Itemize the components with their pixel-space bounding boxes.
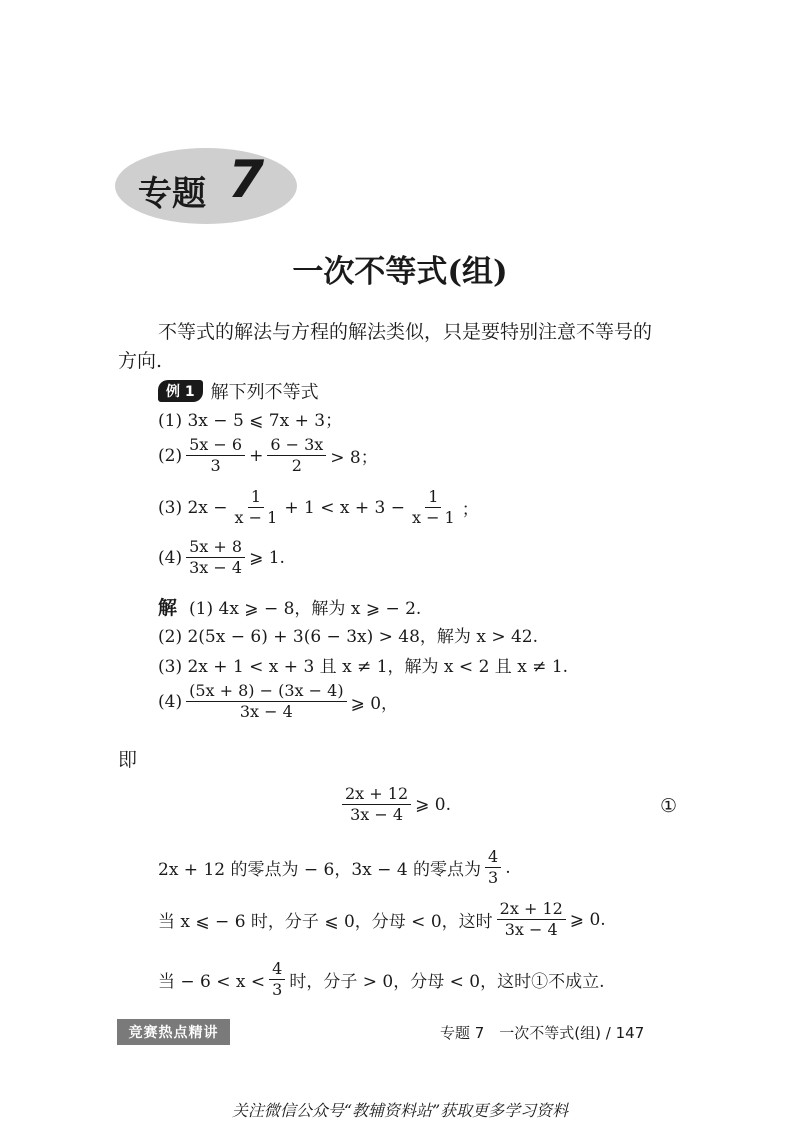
solution-4-fraction [186, 682, 346, 722]
fraction-denominator: 2 [291, 456, 302, 476]
zero-point-fraction [485, 848, 501, 888]
example-heading [158, 378, 319, 404]
key-inequality-tail: ⩾ 0. [415, 794, 452, 815]
fraction-denominator: 3 [272, 980, 283, 1000]
zero-points-text: 2x + 12 的零点为 − 6，3x − 4 的零点为 [158, 860, 482, 881]
problem-3-fraction-1 [232, 488, 281, 528]
solution-1-text: (1) 4x ⩾ − 8，解为 x ⩾ − 2. [189, 599, 422, 619]
case-2-tail: 时，分子 > 0，分母 < 0，这时①不成立. [289, 972, 605, 993]
fraction-denominator: x − 1 [234, 508, 278, 528]
problem-3-tail: ； [461, 500, 479, 521]
fraction-denominator: 3 [210, 456, 221, 476]
problem-2-fraction-1 [186, 436, 245, 476]
problem-2-tail: > 8； [330, 448, 378, 469]
watermark-text: 关注微信公众号“教辅资料站”获取更多学习资料 [231, 1101, 569, 1120]
problem-1: (1) 3x − 5 ⩽ 7x + 3； [158, 411, 343, 431]
key-inequality [338, 785, 451, 825]
topic-number: 7 [228, 150, 265, 210]
solution-label: 解 [158, 597, 178, 619]
case-1-line [158, 900, 606, 940]
topic-label: 专题 [138, 174, 206, 214]
problem-4-label: (4) [158, 547, 183, 568]
solution-4-tail: ⩾ 0， [350, 694, 399, 715]
series-tag: 竞赛热点精讲 [117, 1019, 230, 1045]
fraction-denominator: x − 1 [411, 508, 455, 528]
case-1-text: 当 x ⩽ − 6 时，分子 ⩽ 0，分母 < 0，这时 [158, 912, 493, 933]
fraction-numerator: 6 − 3x [267, 436, 326, 456]
problem-4-tail: ⩾ 1. [249, 547, 285, 568]
fraction-numerator: 5x + 8 [186, 538, 245, 558]
case-1-tail: ⩾ 0. [569, 909, 606, 930]
problem-4 [158, 538, 285, 578]
solution-4 [158, 682, 398, 722]
problem-3-label: (3) 2x − [158, 497, 228, 518]
case-2-fraction [269, 960, 285, 1000]
zero-points-tail: . [505, 857, 511, 878]
fraction-denominator: 3x − 4 [504, 920, 558, 940]
intro-line-2: 方向. [118, 350, 163, 372]
problem-2-label: (2) [158, 445, 183, 466]
problem-3-middle: + 1 < x + 3 − [284, 497, 405, 518]
fraction-numerator: 1 [425, 488, 441, 508]
example-prompt: 解下列不等式 [210, 382, 319, 403]
ji-connector: 即 [118, 749, 138, 771]
fraction-denominator: 3x − 4 [350, 805, 404, 825]
example-badge: 例 1 [158, 380, 203, 402]
fraction-denominator: 3x − 4 [239, 702, 293, 722]
problem-3 [158, 488, 479, 528]
problem-4-fraction [186, 538, 245, 578]
key-inequality-fraction [342, 785, 411, 825]
running-title: 专题 7 一次不等式(组) / 147 [440, 1024, 645, 1042]
solution-1 [158, 593, 421, 620]
case-2-text: 当 − 6 < x < [158, 972, 266, 993]
zero-points-line [158, 848, 511, 888]
fraction-denominator: 3 [488, 868, 499, 888]
plus-sign: + [249, 445, 264, 466]
case-2-line [158, 960, 604, 1000]
equation-marker: ① [660, 795, 678, 817]
solution-2: (2) 2(5x − 6) + 3(6 − 3x) > 48，解为 x > 42. [158, 627, 539, 647]
fraction-numerator: 2x + 12 [497, 900, 566, 920]
fraction-denominator: 3x − 4 [189, 558, 243, 578]
intro-line-1: 不等式的解法与方程的解法类似，只是要特别注意不等号的 [158, 321, 653, 343]
problem-3-fraction-2 [409, 488, 458, 528]
fraction-numerator: 4 [269, 960, 285, 980]
solution-3: (3) 2x + 1 < x + 3 且 x ≠ 1，解为 x < 2 且 x ≠ 1. [158, 657, 569, 677]
fraction-numerator: (5x + 8) − (3x − 4) [186, 682, 346, 702]
fraction-numerator: 1 [248, 488, 264, 508]
fraction-numerator: 2x + 12 [342, 785, 411, 805]
fraction-numerator: 4 [485, 848, 501, 868]
problem-2 [158, 436, 378, 476]
page-title: 一次不等式(组) [292, 254, 508, 290]
fraction-numerator: 5x − 6 [186, 436, 245, 456]
case-1-fraction [497, 900, 566, 940]
problem-2-fraction-2 [267, 436, 326, 476]
solution-4-label: (4) [158, 691, 183, 712]
